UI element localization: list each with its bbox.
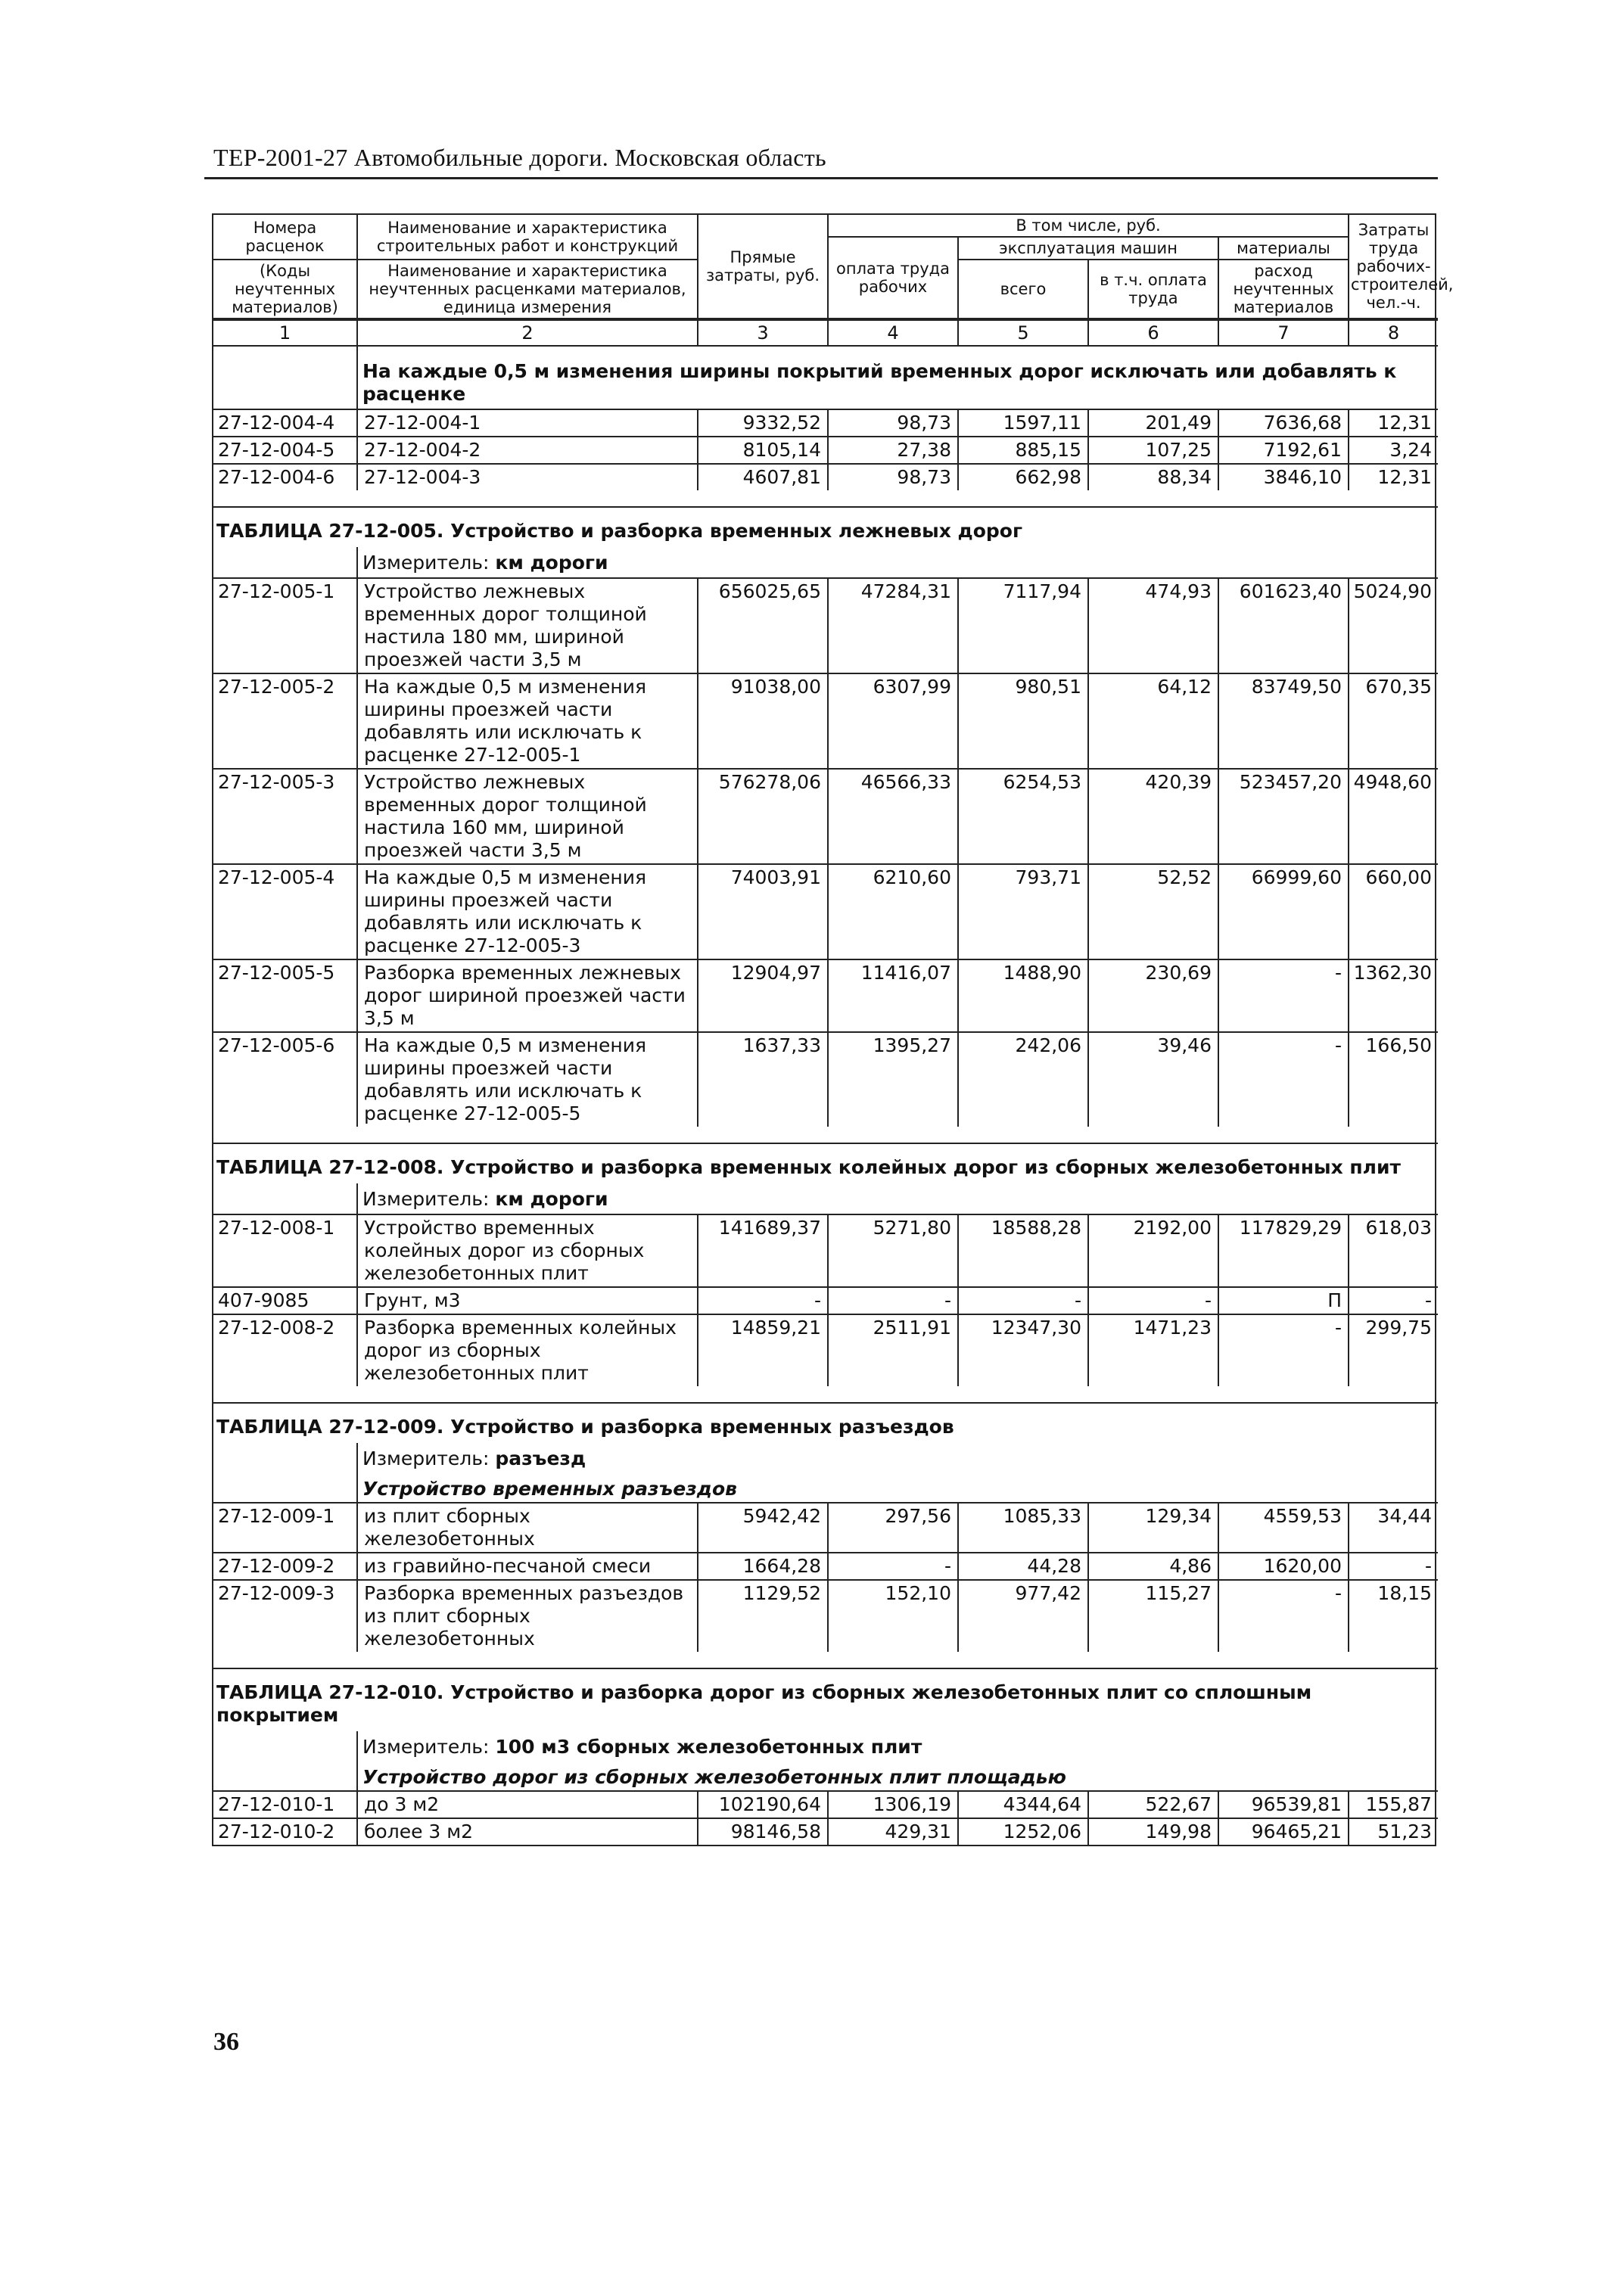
materials-value: 4559,53 xyxy=(1218,1503,1349,1553)
running-header: ТЕР-2001-27 Автомобильные дороги. Московская область xyxy=(213,144,826,171)
machines-total-value: 12347,30 xyxy=(958,1314,1088,1386)
materials-value: - xyxy=(1218,1580,1349,1652)
labor-hours-value: 155,87 xyxy=(1349,1791,1438,1818)
section-note: На каждые 0,5 м изменения ширины покрытий временных дорог исключать или добавлять к расценке xyxy=(362,360,1397,405)
direct-costs-value: 1129,52 xyxy=(698,1580,828,1652)
direct-costs-value: 9332,52 xyxy=(698,409,828,437)
rate-code: 27-12-005-2 xyxy=(213,673,357,769)
table-row xyxy=(213,437,1438,464)
materials-value: - xyxy=(1218,1032,1349,1127)
rate-code: 27-12-004-5 xyxy=(213,437,357,464)
unit-value: км дороги xyxy=(495,1188,608,1210)
machines-total-value: 980,51 xyxy=(958,673,1088,769)
machines-total-value: 1488,90 xyxy=(958,959,1088,1032)
wages-value: - xyxy=(828,1553,958,1580)
table-row xyxy=(213,1580,1438,1652)
machines-wages-value: 39,46 xyxy=(1088,1032,1218,1127)
table-row xyxy=(213,959,1438,1032)
wages-value: - xyxy=(828,1287,958,1314)
subheading: Устройство дорог из сборных железобетонных плит площадью xyxy=(362,1766,1066,1788)
table-title: ТАБЛИЦА 27-12-008. Устройство и разборка временных колейных дорог из сборных железобетонных плит xyxy=(213,1143,1438,1183)
wages-value: 5271,80 xyxy=(828,1214,958,1287)
machines-wages-value: 129,34 xyxy=(1088,1503,1218,1553)
labor-hours-value: 299,75 xyxy=(1349,1314,1438,1386)
labor-hours-value: 18,15 xyxy=(1349,1580,1438,1652)
column-number: 6 xyxy=(1088,320,1218,346)
wages-value: 1306,19 xyxy=(828,1791,958,1818)
labor-hours-value: 1362,30 xyxy=(1349,959,1438,1032)
work-description: Разборка временных колейных дорог из сборных железобетонных плит xyxy=(357,1314,698,1386)
table-row xyxy=(213,409,1438,437)
machines-total-value: 885,15 xyxy=(958,437,1088,464)
table-row xyxy=(213,1214,1438,1287)
machines-total-value: 1252,06 xyxy=(958,1818,1088,1845)
table-row xyxy=(213,578,1438,673)
rate-code: 27-12-008-1 xyxy=(213,1214,357,1287)
labor-hours-value: - xyxy=(1349,1287,1438,1314)
spacer xyxy=(213,1386,1438,1403)
direct-costs-value: - xyxy=(698,1287,828,1314)
column-header xyxy=(213,215,1454,319)
rate-code: 27-12-009-3 xyxy=(213,1580,357,1652)
wages-value: 2511,91 xyxy=(828,1314,958,1386)
work-description: Разборка временных разъездов из плит сборных железобетонных xyxy=(357,1580,698,1652)
labor-hours-value: - xyxy=(1349,1553,1438,1580)
materials-value: 66999,60 xyxy=(1218,864,1349,959)
materials-value: 96465,21 xyxy=(1218,1818,1349,1845)
machines-wages-value: 64,12 xyxy=(1088,673,1218,769)
table-row xyxy=(213,864,1438,959)
wages-value: 6210,60 xyxy=(828,864,958,959)
machines-wages-value: 420,39 xyxy=(1088,769,1218,864)
rate-code: 407-9085 xyxy=(213,1287,357,1314)
direct-costs-value: 141689,37 xyxy=(698,1214,828,1287)
work-description: На каждые 0,5 м изменения ширины проезжей части добавлять или исключать к расценке 27-12-005-5 xyxy=(357,1032,698,1127)
header-rule xyxy=(204,177,1438,179)
materials-value: 601623,40 xyxy=(1218,578,1349,673)
machines-total-value: 662,98 xyxy=(958,464,1088,490)
col-header-name: Наименование и характеристика строительных работ и конструкций xyxy=(357,215,698,260)
machines-wages-value: 474,93 xyxy=(1088,578,1218,673)
machines-total-value: - xyxy=(958,1287,1088,1314)
materials-value: П xyxy=(1218,1287,1349,1314)
machines-total-value: 1085,33 xyxy=(958,1503,1088,1553)
table-row xyxy=(213,1032,1438,1127)
col-header-labor-hours: Затраты труда рабочих-строителей, чел.-ч. xyxy=(1349,215,1438,319)
machines-total-value: 44,28 xyxy=(958,1553,1088,1580)
machines-wages-value: 2192,00 xyxy=(1088,1214,1218,1287)
materials-value: 3846,10 xyxy=(1218,464,1349,490)
machines-total-value: 793,71 xyxy=(958,864,1088,959)
machines-total-value: 7117,94 xyxy=(958,578,1088,673)
table-row xyxy=(213,464,1438,490)
machines-wages-value: 149,98 xyxy=(1088,1818,1218,1845)
col-header-materials: материалы xyxy=(1218,237,1349,260)
machines-wages-value: 1471,23 xyxy=(1088,1314,1218,1386)
unit-value: 100 м3 сборных железобетонных плит xyxy=(495,1736,922,1758)
unit-value: разъезд xyxy=(495,1448,586,1469)
table-row xyxy=(213,1791,1438,1818)
table-row xyxy=(213,1818,1438,1845)
work-description: 27-12-004-1 xyxy=(357,409,698,437)
work-description: Устройство лежневых временных дорог толщиной настила 180 мм, шириной проезжей части 3,5 м xyxy=(357,578,698,673)
wages-value: 98,73 xyxy=(828,409,958,437)
work-description: 27-12-004-3 xyxy=(357,464,698,490)
work-description: более 3 м2 xyxy=(357,1818,698,1845)
table-title: ТАБЛИЦА 27-12-010. Устройство и разборка дорог из сборных железобетонных плит со сплошным покрытием xyxy=(213,1668,1438,1731)
rate-code: 27-12-010-1 xyxy=(213,1791,357,1818)
machines-wages-value: 52,52 xyxy=(1088,864,1218,959)
spacer xyxy=(213,1127,1438,1143)
spacer xyxy=(213,1652,1438,1668)
table-row xyxy=(213,769,1438,864)
wages-value: 46566,33 xyxy=(828,769,958,864)
col-header-machines: эксплуатация машин xyxy=(958,237,1218,260)
unit-label: Измеритель: xyxy=(362,1448,490,1469)
labor-hours-value: 166,50 xyxy=(1349,1032,1438,1127)
unit-label: Измеритель: xyxy=(362,1736,490,1758)
labor-hours-value: 670,35 xyxy=(1349,673,1438,769)
table-row xyxy=(213,1503,1438,1553)
rate-code: 27-12-005-1 xyxy=(213,578,357,673)
wages-value: 98,73 xyxy=(828,464,958,490)
rate-code: 27-12-005-4 xyxy=(213,864,357,959)
table-row xyxy=(213,1287,1438,1314)
direct-costs-value: 14859,21 xyxy=(698,1314,828,1386)
col-header-material-name: Наименование и характеристика неучтенных расценками материалов, единица измерения xyxy=(357,260,698,319)
rate-code: 27-12-008-2 xyxy=(213,1314,357,1386)
labor-hours-value: 12,31 xyxy=(1349,464,1438,490)
col-header-materials-usage: расход неучтенных материалов xyxy=(1218,260,1349,319)
direct-costs-value: 4607,81 xyxy=(698,464,828,490)
work-description: до 3 м2 xyxy=(357,1791,698,1818)
machines-wages-value: 4,86 xyxy=(1088,1553,1218,1580)
wages-value: 27,38 xyxy=(828,437,958,464)
wages-value: 152,10 xyxy=(828,1580,958,1652)
labor-hours-value: 3,24 xyxy=(1349,437,1438,464)
labor-hours-value: 4948,60 xyxy=(1349,769,1438,864)
labor-hours-value: 5024,90 xyxy=(1349,578,1438,673)
rate-code: 27-12-004-4 xyxy=(213,409,357,437)
unit-of-measure xyxy=(357,547,1438,578)
materials-value: - xyxy=(1218,1314,1349,1386)
labor-hours-value: 34,44 xyxy=(1349,1503,1438,1553)
machines-wages-value: - xyxy=(1088,1287,1218,1314)
column-number: 4 xyxy=(828,320,958,346)
column-number: 8 xyxy=(1349,320,1438,346)
work-description: Устройство лежневых временных дорог толщиной настила 160 мм, шириной проезжей части 3,5 м xyxy=(357,769,698,864)
direct-costs-value: 12904,97 xyxy=(698,959,828,1032)
machines-wages-value: 115,27 xyxy=(1088,1580,1218,1652)
unit-label: Измеритель: xyxy=(362,1188,490,1210)
direct-costs-value: 656025,65 xyxy=(698,578,828,673)
wages-value: 11416,07 xyxy=(828,959,958,1032)
machines-total-value: 1597,11 xyxy=(958,409,1088,437)
materials-value: 523457,20 xyxy=(1218,769,1349,864)
machines-total-value: 18588,28 xyxy=(958,1214,1088,1287)
column-number: 1 xyxy=(213,320,357,346)
machines-total-value: 977,42 xyxy=(958,1580,1088,1652)
rate-code: 27-12-004-6 xyxy=(213,464,357,490)
materials-value: 7192,61 xyxy=(1218,437,1349,464)
machines-total-value: 4344,64 xyxy=(958,1791,1088,1818)
unit-of-measure xyxy=(357,1731,1438,1762)
table-title: ТАБЛИЦА 27-12-005. Устройство и разборка временных лежневых дорог xyxy=(213,507,1438,547)
materials-value: - xyxy=(1218,959,1349,1032)
col-header-including: В том числе, руб. xyxy=(828,215,1349,237)
direct-costs-value: 8105,14 xyxy=(698,437,828,464)
labor-hours-value: 618,03 xyxy=(1349,1214,1438,1287)
direct-costs-value: 91038,00 xyxy=(698,673,828,769)
unit-label: Измеритель: xyxy=(362,552,490,574)
rate-code: 27-12-005-5 xyxy=(213,959,357,1032)
machines-wages-value: 88,34 xyxy=(1088,464,1218,490)
rates-table xyxy=(212,213,1454,1846)
direct-costs-value: 1637,33 xyxy=(698,1032,828,1127)
column-number: 7 xyxy=(1218,320,1349,346)
work-description: Разборка временных лежневых дорог шириной проезжей части 3,5 м xyxy=(357,959,698,1032)
work-description: Устройство временных колейных дорог из сборных железобетонных плит xyxy=(357,1214,698,1287)
column-number: 3 xyxy=(698,320,828,346)
col-header-wages: оплата труда рабочих xyxy=(828,237,958,319)
direct-costs-value: 98146,58 xyxy=(698,1818,828,1845)
page-number: 36 xyxy=(213,2028,239,2056)
subheading: Устройство временных разъездов xyxy=(362,1478,737,1500)
col-header-machines-total: всего xyxy=(958,260,1088,319)
work-description: из гравийно-песчаной смеси xyxy=(357,1553,698,1580)
direct-costs-value: 576278,06 xyxy=(698,769,828,864)
machines-wages-value: 201,49 xyxy=(1088,409,1218,437)
rate-code: 27-12-010-2 xyxy=(213,1818,357,1845)
work-description: из плит сборных железобетонных xyxy=(357,1503,698,1553)
table-body xyxy=(213,319,1438,1845)
machines-wages-value: 230,69 xyxy=(1088,959,1218,1032)
labor-hours-value: 660,00 xyxy=(1349,864,1438,959)
direct-costs-value: 5942,42 xyxy=(698,1503,828,1553)
materials-value: 96539,81 xyxy=(1218,1791,1349,1818)
direct-costs-value: 74003,91 xyxy=(698,864,828,959)
spacer xyxy=(213,490,1438,507)
direct-costs-value: 1664,28 xyxy=(698,1553,828,1580)
labor-hours-value: 51,23 xyxy=(1349,1818,1438,1845)
wages-value: 47284,31 xyxy=(828,578,958,673)
column-number: 2 xyxy=(357,320,698,346)
table-title: ТАБЛИЦА 27-12-009. Устройство и разборка временных разъездов xyxy=(213,1403,1438,1443)
machines-wages-value: 107,25 xyxy=(1088,437,1218,464)
col-header-codes: Номера расценок xyxy=(213,215,357,260)
materials-value: 83749,50 xyxy=(1218,673,1349,769)
col-header-machines-wages: в т.ч. оплата труда xyxy=(1088,260,1218,319)
rate-code: 27-12-009-2 xyxy=(213,1553,357,1580)
rate-code: 27-12-005-3 xyxy=(213,769,357,864)
unit-value: км дороги xyxy=(495,552,608,574)
direct-costs-value: 102190,64 xyxy=(698,1791,828,1818)
materials-value: 1620,00 xyxy=(1218,1553,1349,1580)
wages-value: 429,31 xyxy=(828,1818,958,1845)
column-number: 5 xyxy=(958,320,1088,346)
rate-code: 27-12-005-6 xyxy=(213,1032,357,1127)
wages-value: 1395,27 xyxy=(828,1032,958,1127)
rate-code: 27-12-009-1 xyxy=(213,1503,357,1553)
wages-value: 6307,99 xyxy=(828,673,958,769)
table-row xyxy=(213,1314,1438,1386)
col-header-material-codes: (Коды неучтенных материалов) xyxy=(213,260,357,319)
table-row xyxy=(213,673,1438,769)
work-description: Грунт, м3 xyxy=(357,1287,698,1314)
materials-value: 7636,68 xyxy=(1218,409,1349,437)
wages-value: 297,56 xyxy=(828,1503,958,1553)
col-header-direct-costs: Прямые затраты, руб. xyxy=(698,215,828,319)
unit-of-measure xyxy=(357,1443,1438,1473)
work-description: На каждые 0,5 м изменения ширины проезжей части добавлять или исключать к расценке 27-12-005-3 xyxy=(357,864,698,959)
machines-total-value: 6254,53 xyxy=(958,769,1088,864)
machines-wages-value: 522,67 xyxy=(1088,1791,1218,1818)
labor-hours-value: 12,31 xyxy=(1349,409,1438,437)
machines-total-value: 242,06 xyxy=(958,1032,1088,1127)
unit-of-measure xyxy=(357,1183,1438,1214)
work-description: На каждые 0,5 м изменения ширины проезжей части добавлять или исключать к расценке 27-12-005-1 xyxy=(357,673,698,769)
table-row xyxy=(213,1553,1438,1580)
materials-value: 117829,29 xyxy=(1218,1214,1349,1287)
work-description: 27-12-004-2 xyxy=(357,437,698,464)
